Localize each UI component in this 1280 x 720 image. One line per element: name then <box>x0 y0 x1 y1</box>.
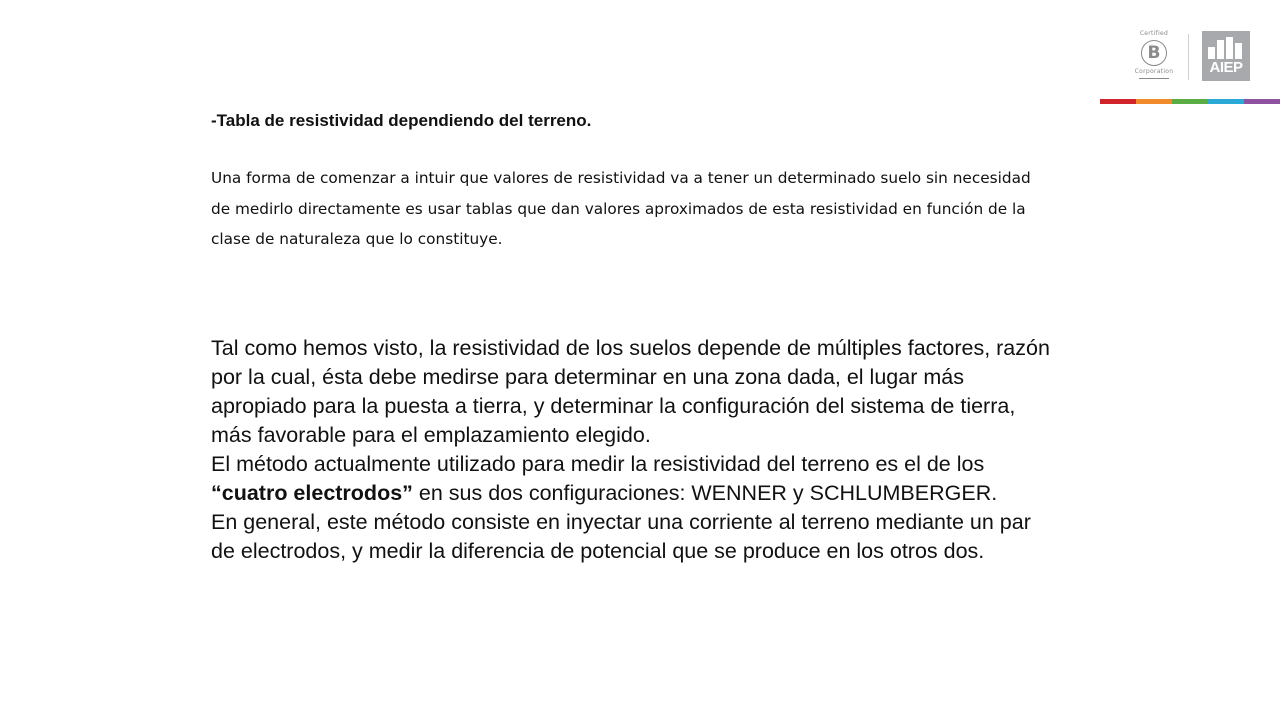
body-paragraph-3: En general, este método consiste en inyectar una corriente al terreno mediante un par de electrodos, y medir la diferencia de potencial que se produce en los otros dos. <box>211 510 1031 563</box>
aiep-logo <box>1202 31 1250 81</box>
aiep-wordmark: AIEP <box>1209 59 1243 76</box>
color-strip-red <box>1100 99 1136 104</box>
b-corp-letter: B <box>1147 43 1161 63</box>
b-corp-circle-icon <box>1141 40 1167 66</box>
color-strip-green <box>1172 99 1208 104</box>
b-corp-underline <box>1139 78 1169 79</box>
body-paragraph-2-end: en sus dos configuraciones: WENNER y SCHLUMBERGER. <box>412 481 998 505</box>
body-paragraph-1: Tal como hemos visto, la resistividad de los suelos depende de múltiples factores, razón por la cual, ésta debe medirse para determinar en una zona dada, el lugar más apropiado para la puesta a tierra, y determinar la configuración del sistema de tierra, más favorable para el emplazamiento elegido. <box>211 336 1050 447</box>
b-corp-top-text: Certified <box>1139 30 1169 37</box>
body-paragraph-2-start: El método actualmente utilizado para medir la resistividad del terreno es el de los <box>211 452 985 476</box>
slide-heading: -Tabla de resistividad dependiendo del terreno. <box>211 111 592 130</box>
brand-color-strip <box>1100 99 1280 104</box>
b-corp-logo <box>1132 30 1176 82</box>
color-strip-purple <box>1244 99 1280 104</box>
header-logos <box>1132 28 1252 84</box>
intro-paragraph: Una forma de comenzar a intuir que valores de resistividad va a tener un determinado suelo sin necesidad de medirlo directamente es usar tablas que dan valores aproximados de esta resistividad en función de la clase de naturaleza que lo constituye. <box>211 169 1031 248</box>
color-strip-blue <box>1208 99 1244 104</box>
logo-divider <box>1188 34 1189 80</box>
body-paragraph-2-bold: “cuatro electrodos” <box>211 481 413 505</box>
body-paragraph-2 <box>211 450 1051 508</box>
color-strip-orange <box>1136 99 1172 104</box>
main-body-text <box>211 334 1051 566</box>
b-corp-bottom-text: Corporation <box>1134 68 1174 75</box>
